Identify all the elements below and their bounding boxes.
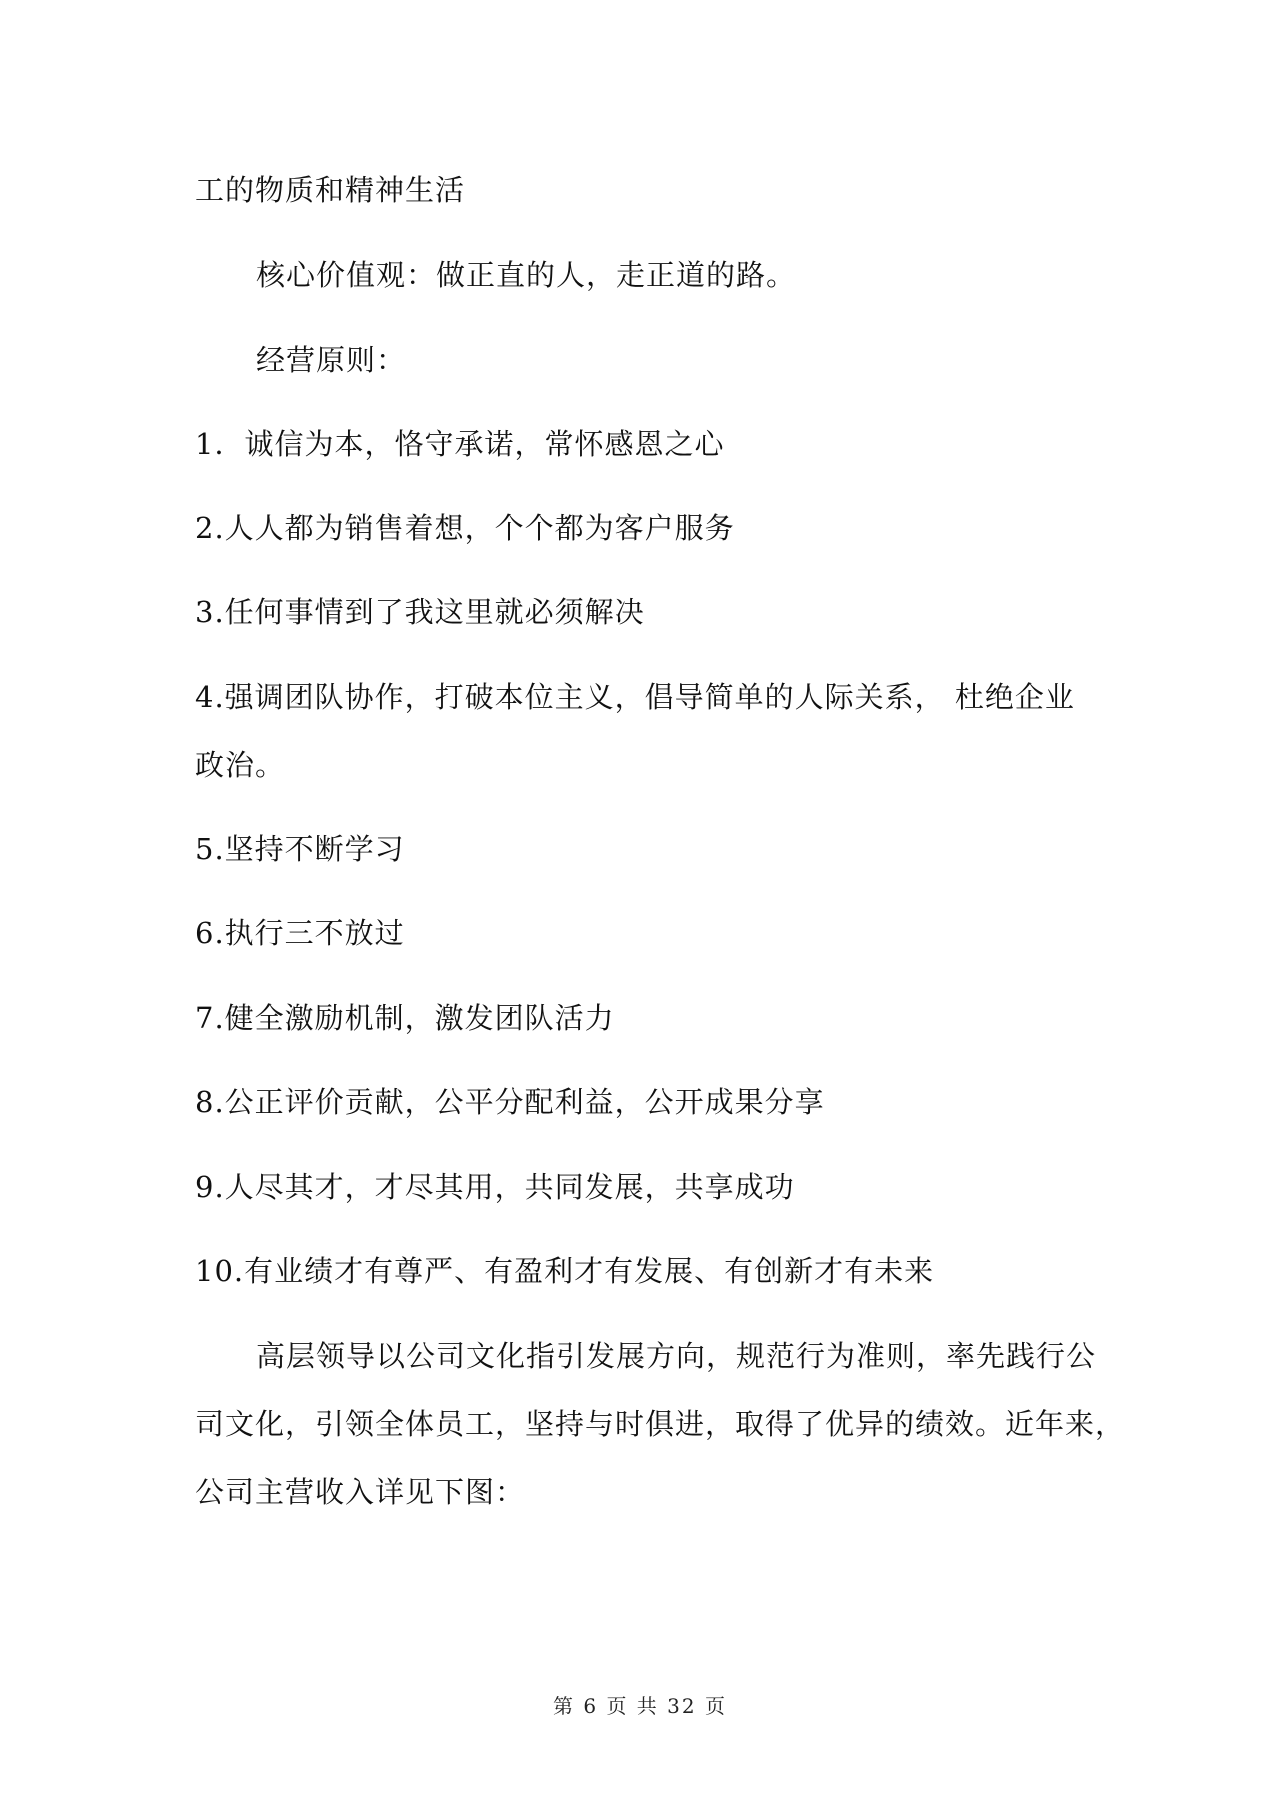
principle-item-2: 2.人人都为销售着想，个个都为客户服务 <box>195 511 735 545</box>
principle-item-7: 7.健全激励机制，激发团队活力 <box>195 1001 615 1035</box>
principle-item-1: 1．诚信为本，恪守承诺，常怀感恩之心 <box>195 427 725 461</box>
principle-item-8: 8.公正评价贡献，公平分配利益，公开成果分享 <box>195 1085 825 1119</box>
principle-item-4-continued: 政治。 <box>195 748 286 782</box>
leadership-paragraph-line-1: 高层领导以公司文化指引发展方向，规范行为准则，率先践行公 <box>256 1339 1097 1373</box>
principle-item-9: 9.人尽其才，才尽其用，共同发展，共享成功 <box>195 1170 795 1204</box>
principle-item-6: 6.执行三不放过 <box>195 916 405 950</box>
principle-item-3: 3.任何事情到了我这里就必须解决 <box>195 595 645 629</box>
paragraph-line-1: 工的物质和精神生活 <box>195 173 466 207</box>
principle-item-10: 10.有业绩才有尊严、有盈利才有发展、有创新才有未来 <box>195 1254 935 1288</box>
principle-item-5: 5.坚持不断学习 <box>195 832 405 866</box>
operating-principles-heading: 经营原则： <box>256 343 407 377</box>
principle-item-4: 4.强调团队协作，打破本位主义，倡导简单的人际关系， 杜绝企业 <box>195 680 1075 714</box>
page-number-footer: 第 6 页 共 32 页 <box>553 1694 727 1718</box>
leadership-paragraph-line-2: 司文化，引领全体员工，坚持与时俱进，取得了优异的绩效。近年来， <box>195 1407 1126 1441</box>
core-values-line: 核心价值观：做正直的人，走正道的路。 <box>256 258 797 292</box>
leadership-paragraph-line-3: 公司主营收入详见下图： <box>195 1475 526 1509</box>
